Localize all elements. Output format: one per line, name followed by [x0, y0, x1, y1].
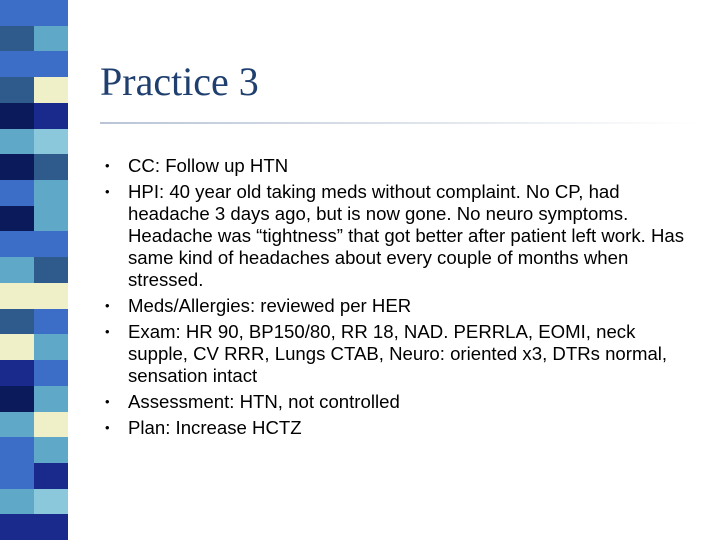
- bullet-item: [100, 155, 700, 177]
- stripe-tile: [34, 154, 68, 180]
- stripe-tile: [34, 463, 68, 489]
- stripe-tile: [34, 489, 68, 515]
- stripe-tile: [0, 257, 34, 283]
- bullet-dot-icon: •: [105, 394, 110, 409]
- stripe-tile: [0, 514, 34, 540]
- bullet-text: Exam: HR 90, BP150/80, RR 18, NAD. PERRLA, EOMI, neck supple, CV RRR, Lungs CTAB, Neuro: oriented x3, DTRs normal, sensation intact: [128, 321, 668, 386]
- stripe-tile: [0, 206, 34, 232]
- stripe-tile-row: [0, 26, 68, 52]
- stripe-tile: [34, 334, 68, 360]
- stripe-tile: [0, 77, 34, 103]
- bullet-dot-icon: •: [105, 158, 110, 173]
- stripe-tile-row: [0, 309, 68, 335]
- bullet-item: [100, 181, 700, 291]
- stripe-tile: [34, 129, 68, 155]
- bullet-dot-icon: •: [105, 184, 110, 199]
- stripe-tile-row: [0, 283, 68, 309]
- bullet-text: Plan: Increase HCTZ: [128, 417, 302, 438]
- stripe-tile-row: [0, 437, 68, 463]
- stripe-tile: [0, 489, 34, 515]
- bullet-item: [100, 321, 700, 387]
- stripe-tile: [34, 309, 68, 335]
- stripe-tile: [0, 463, 34, 489]
- stripe-tile-row: [0, 0, 68, 26]
- stripe-tile: [0, 154, 34, 180]
- bullet-dot-icon: •: [105, 324, 110, 339]
- stripe-tile: [0, 360, 34, 386]
- stripe-tile-row: [0, 206, 68, 232]
- stripe-tile: [34, 26, 68, 52]
- stripe-tile: [0, 283, 34, 309]
- stripe-tile-row: [0, 257, 68, 283]
- stripe-tile: [0, 51, 34, 77]
- bullet-text: Meds/Allergies: reviewed per HER: [128, 295, 412, 316]
- stripe-tile: [34, 180, 68, 206]
- bullet-item: [100, 295, 700, 317]
- stripe-tile: [0, 103, 34, 129]
- stripe-tile: [34, 51, 68, 77]
- stripe-tile: [0, 129, 34, 155]
- bullet-text: Assessment: HTN, not controlled: [128, 391, 400, 412]
- title-underline: [100, 122, 700, 124]
- stripe-tile-row: [0, 231, 68, 257]
- stripe-tile-row: [0, 180, 68, 206]
- stripe-tile: [34, 412, 68, 438]
- stripe-gap: [68, 0, 72, 540]
- decorative-stripe-border: [0, 0, 68, 540]
- slide-title: Practice 3: [100, 59, 259, 104]
- stripe-tile-row: [0, 412, 68, 438]
- bullet-dot-icon: •: [105, 298, 110, 313]
- bullet-dot-icon: •: [105, 420, 110, 435]
- stripe-tile: [34, 257, 68, 283]
- stripe-tile-row: [0, 489, 68, 515]
- stripe-tile: [0, 386, 34, 412]
- stripe-tile-row: [0, 360, 68, 386]
- stripe-tile: [34, 360, 68, 386]
- bullet-item: [100, 391, 700, 413]
- bullet-text: HPI: 40 year old taking meds without complaint. No CP, had headache 3 days ago, but is now gone. No neuro symptoms. Headache was “tightness” that got better after patient left work. Has same kind of headaches about every couple of months when stressed.: [128, 181, 685, 290]
- stripe-tile-row: [0, 514, 68, 540]
- stripe-tile: [0, 26, 34, 52]
- stripe-tile-row: [0, 386, 68, 412]
- stripe-tile: [0, 309, 34, 335]
- stripe-tile-row: [0, 129, 68, 155]
- stripe-tile-row: [0, 154, 68, 180]
- bullet-item: [100, 417, 700, 439]
- stripe-tile: [34, 514, 68, 540]
- bullet-list: [100, 155, 700, 443]
- stripe-tile: [0, 231, 34, 257]
- stripe-tile-row: [0, 51, 68, 77]
- stripe-tile: [0, 437, 34, 463]
- stripe-tile: [0, 180, 34, 206]
- stripe-tile: [0, 412, 34, 438]
- bullet-text: CC: Follow up HTN: [128, 155, 289, 176]
- stripe-tile: [34, 77, 68, 103]
- stripe-tile: [34, 0, 68, 26]
- stripe-tile-row: [0, 463, 68, 489]
- stripe-tile: [34, 386, 68, 412]
- stripe-tile: [34, 437, 68, 463]
- stripe-tile-row: [0, 77, 68, 103]
- stripe-tile: [34, 103, 68, 129]
- stripe-tile-row: [0, 334, 68, 360]
- stripe-tile: [0, 334, 34, 360]
- stripe-tile-row: [0, 103, 68, 129]
- stripe-tile: [34, 231, 68, 257]
- stripe-tile: [34, 283, 68, 309]
- stripe-tile: [34, 206, 68, 232]
- stripe-tile: [0, 0, 34, 26]
